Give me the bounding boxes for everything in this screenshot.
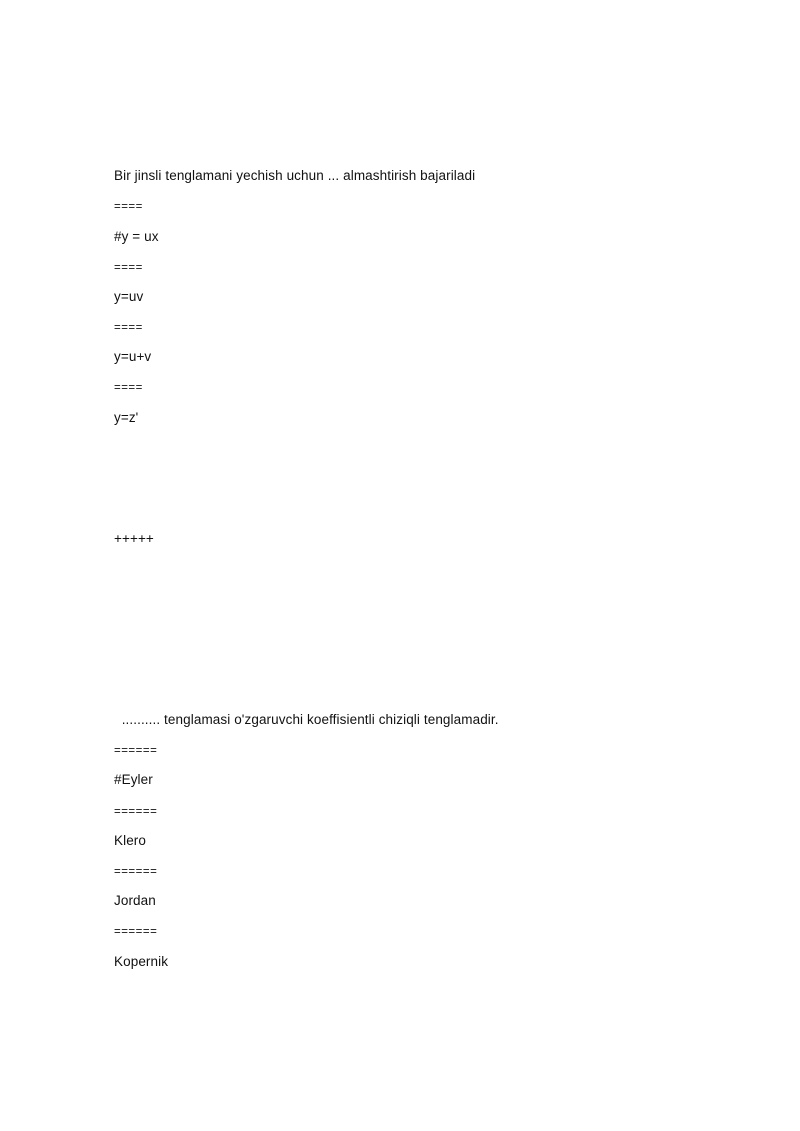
question-1-separator-2: ==== [114, 262, 143, 274]
question-2-option-1: #Eyler [114, 772, 153, 787]
question-1-prompt: Bir jinsli tenglamani yechish uchun ... almashtirish bajariladi [114, 168, 476, 183]
question-divider: +++++ [114, 531, 154, 546]
question-1-option-3: y=u+v [114, 349, 152, 364]
question-2-option-4: Kopernik [114, 954, 169, 969]
question-2-option-3: Jordan [114, 893, 156, 908]
question-2-separator-3: ====== [114, 866, 158, 878]
question-2-separator-1: ====== [114, 745, 158, 757]
question-1-option-2: y=uv [114, 289, 144, 304]
question-2-option-2: Klero [114, 833, 147, 848]
question-1-separator-3: ==== [114, 322, 143, 334]
question-1-separator-1: ==== [114, 201, 143, 213]
question-1-separator-4: ==== [114, 382, 143, 394]
question-2-separator-4: ====== [114, 926, 158, 938]
question-1-option-1: #y = ux [114, 229, 159, 244]
question-1-option-4: y=z' [114, 410, 139, 425]
question-2-prompt: .......... tenglamasi o'zgaruvchi koeffisientli chiziqli tenglamadir. [114, 712, 499, 727]
question-2-separator-2: ====== [114, 806, 158, 818]
